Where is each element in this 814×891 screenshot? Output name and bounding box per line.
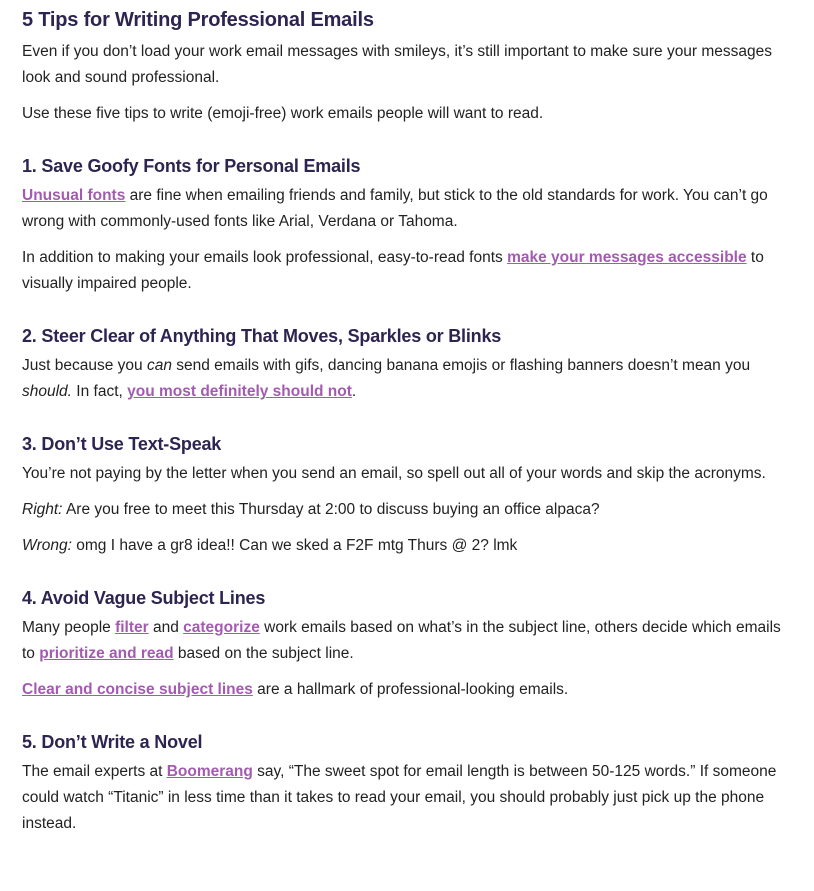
- tip-2-text-1: Just because you: [22, 357, 147, 374]
- page-title: 5 Tips for Writing Professional Emails: [22, 9, 374, 31]
- clear-subject-lines-link[interactable]: Clear and concise subject lines: [22, 681, 253, 698]
- tip-3-heading: 3. Don’t Use Text-Speak: [22, 434, 222, 454]
- tip-2-paragraph: [22, 353, 792, 405]
- right-label: Right:: [22, 501, 63, 518]
- tip-3-right-example: [22, 497, 792, 523]
- prioritize-and-read-link[interactable]: prioritize and read: [39, 645, 174, 662]
- should-not-link[interactable]: you most definitely should not: [127, 383, 352, 400]
- tip-2-text-4: .: [351, 383, 357, 400]
- tip-4-text-3: work emails based on what’s in the subject line, others decide which emails to: [22, 619, 781, 662]
- intro-paragraph-1: Even if you don’t load your work email messages with smileys, it’s still important to make sure your messages look and sound professional.: [22, 43, 773, 86]
- categorize-link[interactable]: categorize: [183, 619, 260, 636]
- tip-2-text-2: send emails with gifs, dancing banana emojis or flashing banners doesn’t mean you: [171, 357, 751, 374]
- unusual-fonts-link[interactable]: Unusual fonts: [22, 187, 126, 204]
- tip-1-paragraph-2-after: to visually impaired people.: [22, 249, 764, 292]
- tip-4-heading: 4. Avoid Vague Subject Lines: [22, 588, 266, 608]
- tip-1-heading: 1. Save Goofy Fonts for Personal Emails: [22, 156, 361, 176]
- make-messages-accessible-link[interactable]: make your messages accessible: [507, 249, 747, 266]
- tip-1-paragraph-1-text: are fine when emailing friends and family, but stick to the old standards for work. You can’t go wrong with commonly-used fonts like Arial, Verdana or Tahoma.: [22, 187, 768, 230]
- tip-1-paragraph-1: [22, 183, 792, 235]
- tip-3-wrong-example: [22, 533, 792, 559]
- tip-5-text-1: The email experts at: [22, 763, 167, 780]
- wrong-label: Wrong:: [22, 537, 72, 554]
- tip-5-text-2: say, “The sweet spot for email length is between 50-125 words.” If someone could watch “Titanic” in less time than it takes to read your email, you should probably just pick up the phone instead.: [22, 763, 777, 832]
- tip-4-text-2: and: [148, 619, 184, 636]
- tip-4-text-1: Many people: [22, 619, 116, 636]
- filter-link[interactable]: filter: [115, 619, 149, 636]
- tip-5-paragraph: [22, 759, 792, 837]
- tip-4-paragraph-2-text: are a hallmark of professional-looking emails.: [252, 681, 569, 698]
- tip-2-emphasis-can: can: [146, 357, 172, 374]
- tip-2-heading: 2. Steer Clear of Anything That Moves, Sparkles or Blinks: [22, 326, 502, 346]
- tip-1-paragraph-2: [22, 245, 792, 297]
- tip-4-paragraph-1: [22, 615, 792, 667]
- tip-3-paragraph: You’re not paying by the letter when you send an email, so spell out all of your words and skip the acronyms.: [22, 465, 766, 482]
- tip-2-text-3: In fact,: [71, 383, 128, 400]
- boomerang-link[interactable]: Boomerang: [166, 763, 253, 780]
- right-example-text: Are you free to meet this Thursday at 2:00 to discuss buying an office alpaca?: [62, 501, 600, 518]
- tip-5-heading: 5. Don’t Write a Novel: [22, 732, 203, 752]
- tip-4-text-4: based on the subject line.: [173, 645, 354, 662]
- tip-4-paragraph-2: [22, 677, 792, 703]
- tip-2-emphasis-should: should.: [22, 383, 72, 400]
- wrong-example-text: omg I have a gr8 idea!! Can we sked a F2F mtg Thurs @ 2? lmk: [71, 537, 518, 554]
- tip-1-paragraph-2-text: In addition to making your emails look professional, easy-to-read fonts: [22, 249, 508, 266]
- intro-paragraph-2: Use these five tips to write (emoji-free) work emails people will want to read.: [22, 105, 544, 122]
